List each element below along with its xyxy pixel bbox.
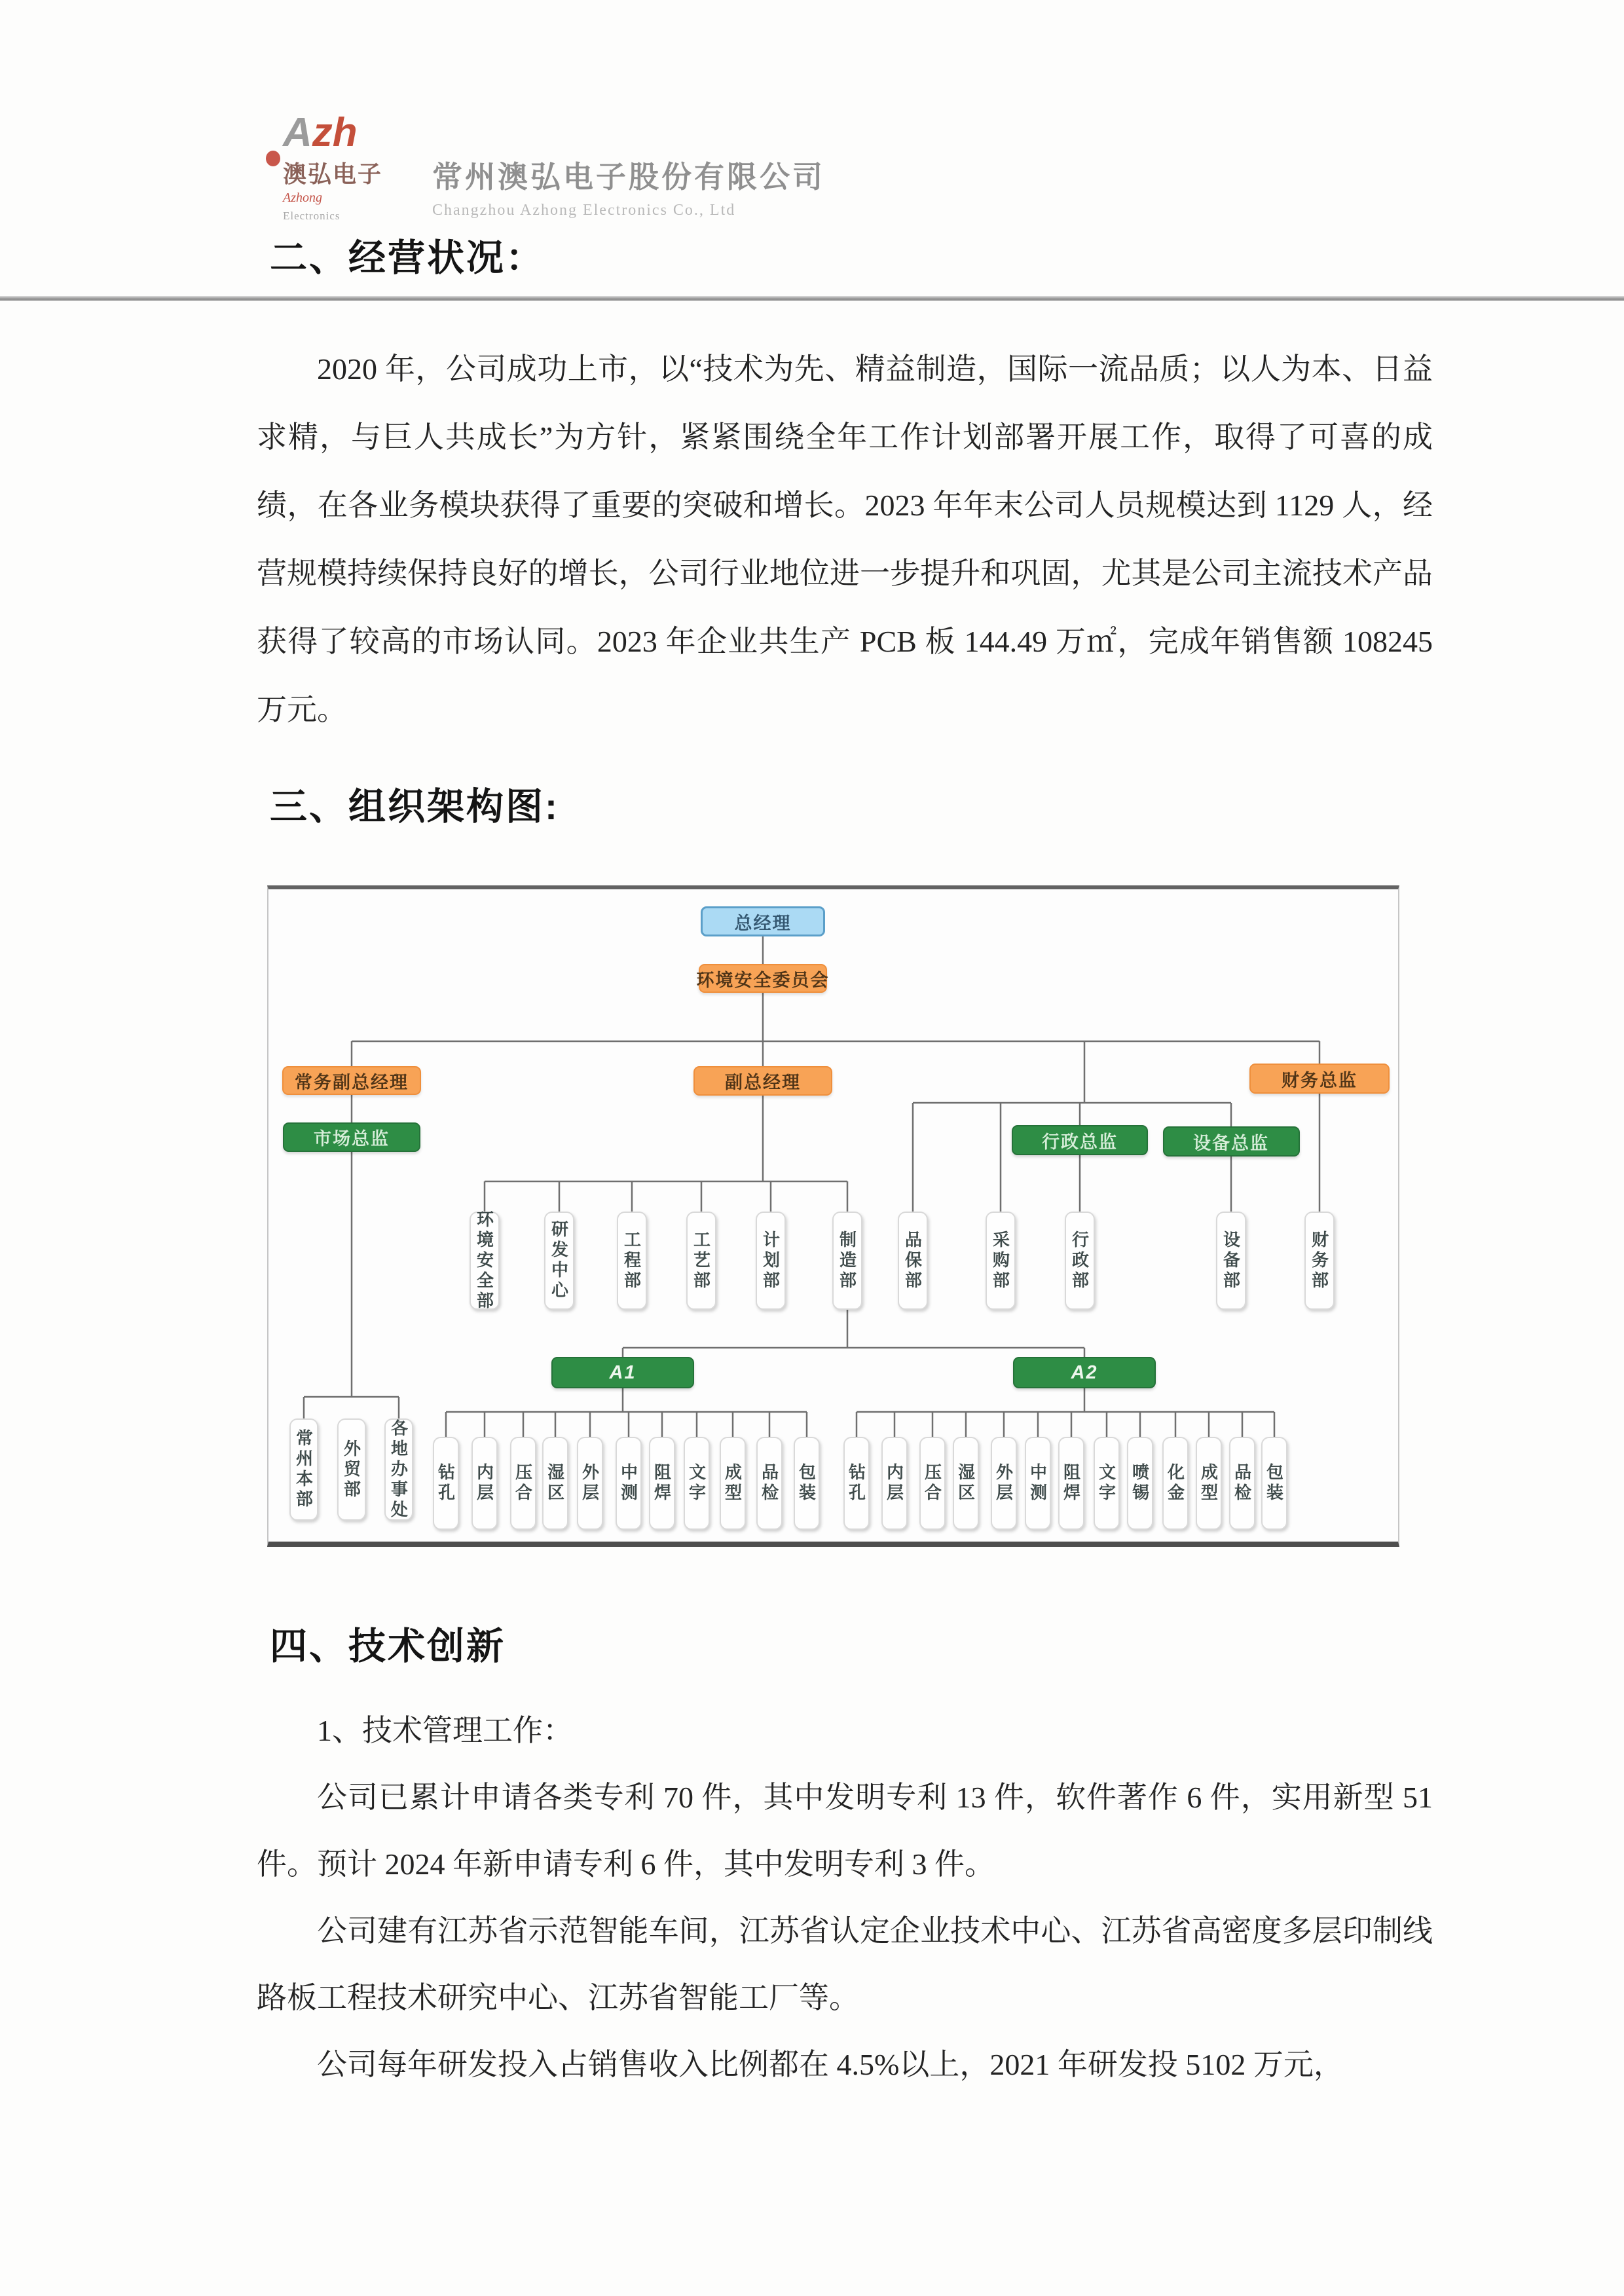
org-node-a1-zhongce: 中测 xyxy=(616,1437,642,1530)
org-node-a1-zuhan: 阻焊 xyxy=(649,1437,675,1530)
org-node-a2: A2 xyxy=(1013,1357,1156,1388)
org-node-a1-zuankong: 钻孔 xyxy=(433,1437,459,1530)
org-node-yanfa-zhongxin: 研发中心 xyxy=(544,1212,574,1310)
org-chart-canvas xyxy=(268,889,1398,1542)
section-heading-tech-innovation: 四、技术创新 xyxy=(270,1625,506,1667)
org-node-shebeibu: 设备部 xyxy=(1216,1212,1246,1310)
org-node-a1-shiqu: 湿区 xyxy=(542,1437,568,1530)
org-node-a1-wenzi: 文字 xyxy=(684,1437,710,1530)
rd-investment-paragraph: 公司每年研发投入占销售收入比例都在 4.5%以上，2021 年研发投 5102 万元， xyxy=(317,2048,1344,2081)
org-chart xyxy=(267,885,1399,1547)
logo-subtitle: Electronics xyxy=(283,210,341,222)
org-node-a2-huajin: 化金 xyxy=(1162,1437,1189,1530)
company-logo xyxy=(283,110,414,223)
patents-paragraph: 公司已累计申请各类专利 70 件，其中发明专利 13 件，软件著作 6 件，实用新型 51 件。预计 2024 年新申请专利 6 件，其中发明专利 3 件。 xyxy=(257,1781,1433,1881)
logo-dot-icon xyxy=(266,151,280,166)
tech-innovation-block xyxy=(257,1697,1433,2098)
org-node-a2-zuankong: 钻孔 xyxy=(843,1437,870,1530)
org-node-caigoubu: 采购部 xyxy=(986,1212,1016,1310)
org-node-a2-pinjian: 品检 xyxy=(1229,1437,1255,1530)
org-node-a2-shiqu: 湿区 xyxy=(953,1437,979,1530)
org-node-zhizaobu: 制造部 xyxy=(832,1212,862,1310)
org-node-huanjing-anquan-weiyuanhui: 环境安全委员会 xyxy=(699,964,827,993)
org-node-xingzheng-zongjian: 行政总监 xyxy=(1012,1125,1148,1155)
org-node-a1-pinjian: 品检 xyxy=(756,1437,783,1530)
org-node-caiwubu: 财务部 xyxy=(1304,1212,1335,1310)
org-node-a2-penxi: 喷锡 xyxy=(1127,1437,1153,1530)
section-heading-business-status: 二、经营状况： xyxy=(270,237,545,279)
logo-mark-a: A xyxy=(283,110,312,155)
org-node-a1-yahe: 压合 xyxy=(510,1437,536,1530)
company-name-english: Changzhou Azhong Electronics Co., Ltd xyxy=(432,202,736,219)
company-header xyxy=(283,110,825,223)
logo-mark-icon xyxy=(283,110,414,155)
org-node-changwu-fuzongjingli: 常务副总经理 xyxy=(282,1066,421,1095)
org-node-a1-baozhuang: 包装 xyxy=(794,1437,820,1530)
business-status-paragraph: 2020 年，公司成功上市，以“技术为先、精益制造，国际一流品质；以人为本、日益求精，与巨人共成长”为方针，紧紧围绕全年工作计划部署开展工作，取得了可喜的成绩，在各业务模块获得了重要的突破和增长。2023 年年末公司人员规模达到 1129 人，经营规模持续保持良好的增长，公司行业地位进一步提升和巩固，尤其是公司主流技术产品获得了较高的市场认同。2023 年企业共生产 PCB 板 144.49 万㎡，完成年销售额 108245 万元。 xyxy=(257,352,1433,726)
org-node-shichang-zongjian: 市场总监 xyxy=(283,1122,420,1152)
org-node-xingzhengbu: 行政部 xyxy=(1065,1212,1095,1310)
org-node-waimaobu: 外贸部 xyxy=(337,1418,366,1521)
org-node-a2-waiceng: 外层 xyxy=(991,1437,1017,1530)
provincial-centers-paragraph: 公司建有江苏省示范智能车间，江苏省认定企业技术中心、江苏省高密度多层印制线路板工程技术研究中心、江苏省智能工厂等。 xyxy=(257,1914,1433,2014)
org-node-a2-zhongce: 中测 xyxy=(1025,1437,1051,1530)
org-node-a2-wenzi: 文字 xyxy=(1094,1437,1120,1530)
logo-mark-zh: zh xyxy=(312,110,358,155)
org-node-gongchengbu: 工程部 xyxy=(617,1212,647,1310)
org-node-a2-neiceng: 内层 xyxy=(881,1437,908,1530)
org-node-shebei-zongjian: 设备总监 xyxy=(1163,1126,1300,1157)
org-node-gedi-banshichu: 各地办事处 xyxy=(384,1418,413,1521)
company-name-chinese: 常州澳弘电子股份有限公司 xyxy=(432,160,825,194)
org-node-zongjingli: 总经理 xyxy=(701,906,825,936)
org-node-changzhou-benbu: 常州本部 xyxy=(289,1418,318,1521)
logo-chinese-name: 澳弘电子 xyxy=(283,160,383,187)
logo-pinyin: Azhong xyxy=(283,191,322,205)
org-node-a1: A1 xyxy=(551,1357,694,1388)
org-node-a1-chengxing: 成型 xyxy=(720,1437,746,1530)
org-node-a2-yahe: 压合 xyxy=(919,1437,946,1530)
business-status-paragraph-block xyxy=(257,335,1433,744)
org-node-a1-waiceng: 外层 xyxy=(577,1437,603,1530)
org-node-a2-chengxing: 成型 xyxy=(1196,1437,1222,1530)
org-node-pinbaobu: 品保部 xyxy=(898,1212,928,1310)
org-node-a2-zuhan: 阻焊 xyxy=(1058,1437,1084,1530)
org-node-huanjing-anquanbu: 环境安全部 xyxy=(470,1212,500,1310)
horizontal-divider xyxy=(0,296,1624,301)
org-node-a2-baozhuang: 包装 xyxy=(1261,1437,1287,1530)
org-node-jihuabu: 计划部 xyxy=(756,1212,786,1310)
tech-management-subheading: 1、技术管理工作： xyxy=(317,1714,573,1747)
section-heading-org-chart: 三、组织架构图: xyxy=(270,786,559,828)
org-node-fuzongjingli: 副总经理 xyxy=(693,1066,832,1096)
company-name-block xyxy=(432,113,825,219)
org-node-gongyibu: 工艺部 xyxy=(686,1212,716,1310)
org-node-caiwu-zongjian: 财务总监 xyxy=(1249,1064,1390,1094)
org-node-a1-neiceng: 内层 xyxy=(471,1437,498,1530)
